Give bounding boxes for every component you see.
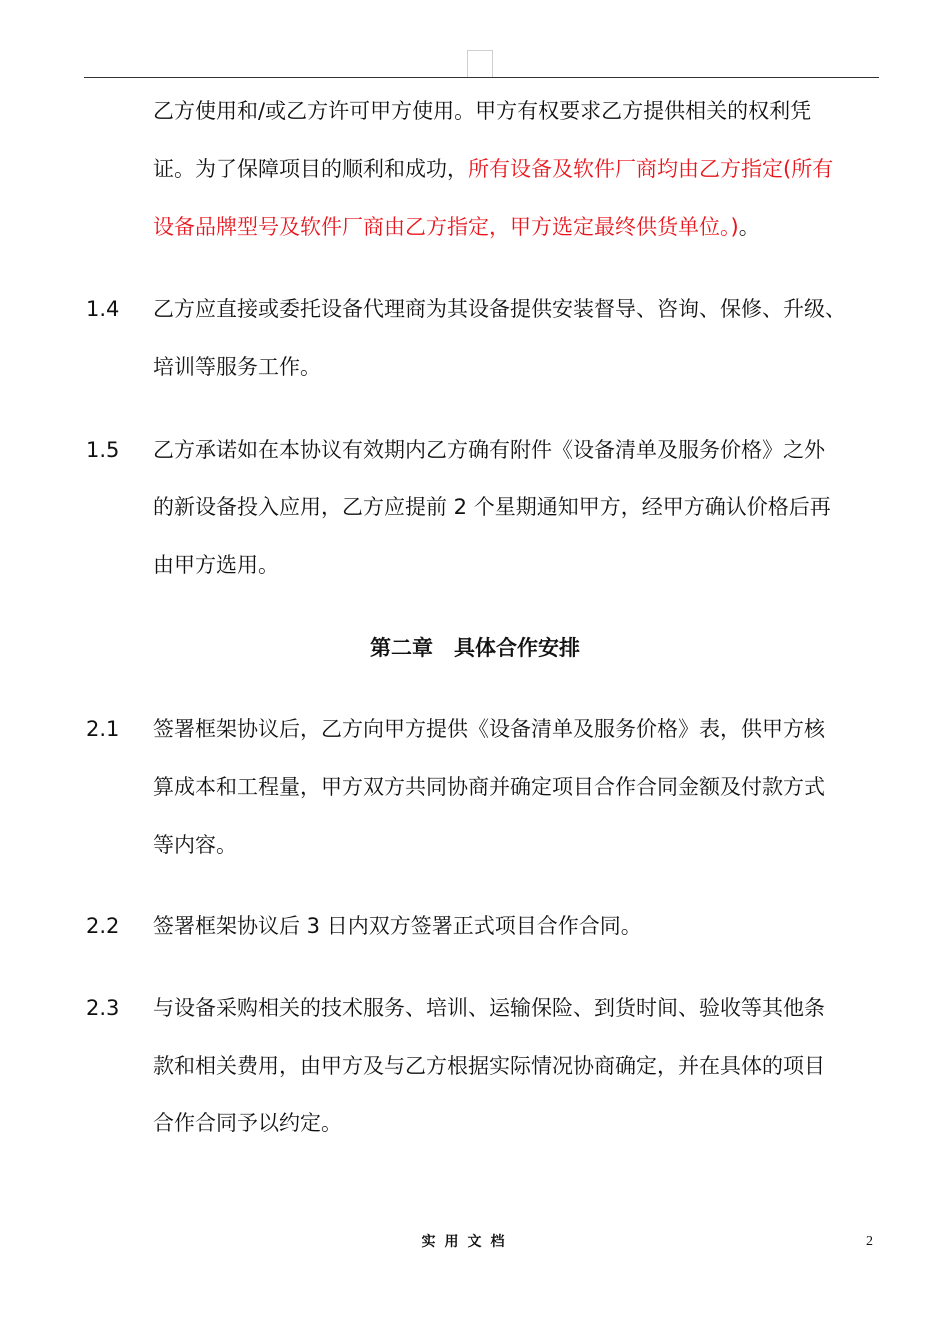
clause-text-line: 由甲方选用。: [153, 553, 279, 577]
clause-number: 1.4: [86, 297, 120, 321]
clause-text-line: 等内容。: [153, 833, 237, 857]
intro-line-2-plain: 证。为了保障项目的顺利和成功，: [153, 157, 468, 181]
intro-line-3: [153, 212, 760, 242]
clause-text-line: 乙方应直接或委托设备代理商为其设备提供安装督导、咨询、保修、升级、: [153, 297, 846, 321]
clause-number: 1.5: [86, 438, 120, 462]
clause-text-line: 签署框架协议后 3 日内双方签署正式项目合作合同。: [153, 914, 642, 938]
clause-text-line: 乙方承诺如在本协议有效期内乙方确有附件《设备清单及服务价格》之外: [153, 438, 825, 462]
header-page-marker: [467, 50, 493, 77]
intro-line-2: [153, 154, 833, 184]
intro-line-3-highlight: 设备品牌型号及软件厂商由乙方指定，甲方选定最终供货单位。): [153, 215, 739, 239]
clause-number: 2.1: [86, 717, 120, 741]
clause-text-line: 培训等服务工作。: [153, 355, 321, 379]
page-number: 2: [866, 1234, 873, 1249]
chapter-heading: 第二章 具体合作安排: [370, 636, 580, 660]
intro-line-3-plain: 。: [738, 215, 760, 239]
clause-text-line: 签署框架协议后，乙方向甲方提供《设备清单及服务价格》表，供甲方核: [153, 717, 825, 741]
clause-number: 2.2: [86, 914, 120, 938]
footer-label: 实用文档: [421, 1234, 514, 1250]
intro-line-2-highlight: 所有设备及软件厂商均由乙方指定(所有: [468, 157, 834, 181]
clause-text-line: 款和相关费用，由甲方及与乙方根据实际情况协商确定，并在具体的项目: [153, 1054, 825, 1078]
clause-text-line: 的新设备投入应用，乙方应提前 2 个星期通知甲方，经甲方确认价格后再: [153, 495, 831, 519]
intro-line-1: 乙方使用和/或乙方许可甲方使用。甲方有权要求乙方提供相关的权利凭: [153, 99, 812, 123]
clause-number: 2.3: [86, 996, 120, 1020]
clause-text-line: 与设备采购相关的技术服务、培训、运输保险、到货时间、验收等其他条: [153, 996, 825, 1020]
clause-text-line: 合作合同予以约定。: [153, 1111, 342, 1135]
clause-text-line: 算成本和工程量，甲方双方共同协商并确定项目合作合同金额及付款方式: [153, 775, 825, 799]
header-rule: [84, 77, 879, 78]
